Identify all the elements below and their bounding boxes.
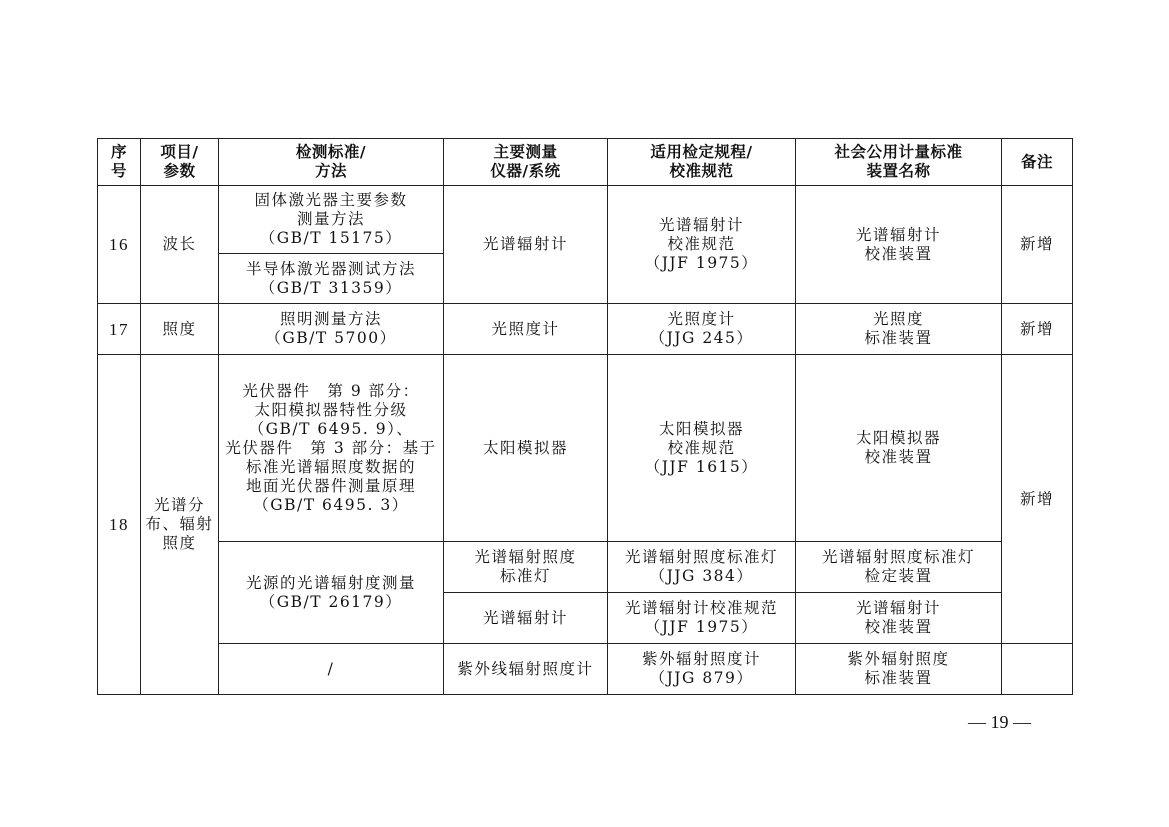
row18-standard-a-line: 光伏器件 第 9 部分：: [242, 381, 420, 400]
row18-instrument-d: 紫外线辐射照度计: [444, 644, 608, 695]
row18-device-d: [796, 644, 1002, 695]
row16-standard-a: [219, 186, 444, 254]
row18-regulation-c: [608, 593, 796, 644]
header-seq-line: 序: [110, 143, 127, 161]
header-remark: [1002, 139, 1073, 186]
row17-standard: [219, 304, 444, 355]
row18-regulation-d: [608, 644, 796, 695]
row18-device-c-line: 光谱辐射计: [855, 599, 941, 617]
row17-device-line: 光照度: [872, 310, 924, 328]
header-regulation-line: 适用检定规程/: [650, 143, 753, 161]
row18-device-a: [796, 355, 1002, 542]
row18-regulation-a-line: 太阳模拟器: [658, 419, 744, 438]
table-row-17: [98, 304, 1073, 355]
row18-standard-a-line: 太阳模拟器特性分级: [254, 400, 408, 419]
row17-regulation: [608, 304, 796, 355]
row16-standard-b: [219, 254, 444, 304]
row18-regulation-b-line: 光谱辐射照度标准灯: [624, 548, 778, 566]
row18-standard-d: /: [219, 644, 444, 695]
header-instrument: [444, 139, 608, 186]
header-device: [796, 139, 1002, 186]
row18-seq: 18: [98, 355, 141, 695]
header-remark-line: 备注: [1020, 152, 1053, 171]
row18-item-line: 照度: [162, 534, 197, 552]
row17-device: [796, 304, 1002, 355]
row16-instrument: 光谱辐射计: [444, 186, 608, 304]
row17-seq: 17: [98, 304, 141, 355]
row16-standard-b-line: （GB/T 31359）: [259, 278, 403, 297]
header-standard: [219, 139, 444, 186]
row18-regulation-a-line: （JJF 1615）: [644, 457, 759, 476]
header-instrument-line: 主要测量: [493, 143, 558, 161]
row17-regulation-line: 光照度计: [667, 310, 736, 328]
standards-table: [97, 138, 1073, 695]
row18-standard-b-line: 光源的光谱辐射度测量: [245, 573, 416, 592]
row18-standard-a-line: 地面光伏器件测量原理: [245, 476, 416, 495]
row18-remark-empty: [1002, 644, 1073, 695]
row16-device-line: 光谱辐射计: [855, 225, 941, 244]
row18-regulation-c-line: 光谱辐射计校准规范: [624, 599, 778, 617]
header-regulation-line: 校准规范: [669, 162, 734, 180]
row16-standard-b-line: 半导体激光器测试方法: [245, 259, 416, 278]
row16-remark: 新增: [1002, 186, 1073, 304]
row18-device-b-line: 光谱辐射照度标准灯: [821, 548, 975, 566]
header-standard-line: 检测标准/: [295, 143, 367, 161]
row18-standard-a-line: （GB/T 6495. 3）: [253, 495, 409, 514]
row18-instrument-b: [444, 542, 608, 593]
row16-regulation-line: 校准规范: [667, 235, 736, 253]
row16-standard-a-line: （GB/T 15175）: [259, 229, 403, 247]
row18-regulation-d-line: 紫外辐射照度计: [641, 650, 761, 668]
row18-standard-b: [219, 542, 444, 644]
row18-regulation-b: [608, 542, 796, 593]
header-standard-line: 方法: [314, 162, 347, 180]
table-row-18a: [98, 355, 1073, 542]
row18-standard-a-line: （GB/T 6495. 9）、: [248, 419, 414, 438]
row18-standard-a-line: 标准光谱辐照度数据的: [245, 457, 416, 476]
row18-standard-b-line: （GB/T 26179）: [259, 592, 403, 611]
row18-regulation-a-line: 校准规范: [667, 438, 736, 457]
row18-device-b: [796, 542, 1002, 593]
table-row-18b: [98, 542, 1073, 593]
row18-device-d-line: 紫外辐射照度: [847, 650, 950, 668]
row18-device-d-line: 标准装置: [864, 669, 933, 687]
row17-device-line: 标准装置: [864, 329, 933, 347]
header-instrument-line: 仪器/系统: [490, 162, 561, 180]
row18-device-a-line: 太阳模拟器: [855, 429, 941, 447]
row18-standard-a-line: 光伏器件 第 3 部分：基于: [225, 438, 437, 457]
row18-instrument-b-line: 标准灯: [499, 567, 551, 585]
row17-item: 照度: [141, 304, 219, 355]
header-device-line: 装置名称: [866, 162, 931, 180]
header-seq: [98, 139, 141, 186]
header-item-line: 参数: [163, 162, 196, 180]
row16-device: [796, 186, 1002, 304]
row16-item: 波长: [141, 186, 219, 304]
row17-standard-line: （GB/T 5700）: [265, 329, 397, 347]
row18-regulation-b-line: （JJG 384）: [649, 567, 754, 585]
row16-seq: 16: [98, 186, 141, 304]
page-number: — 19 —: [968, 712, 1031, 732]
row18-regulation-d-line: （JJG 879）: [649, 669, 754, 687]
row16-regulation: [608, 186, 796, 304]
row18-remark: 新增: [1002, 355, 1073, 644]
row17-regulation-line: （JJG 245）: [649, 329, 754, 347]
row16-regulation-line: 光谱辐射计: [658, 216, 744, 234]
header-row: [98, 139, 1073, 186]
row16-device-line: 校准装置: [864, 244, 933, 263]
header-item: [141, 139, 219, 186]
row16-standard-a-line: 测量方法: [296, 210, 365, 228]
row18-instrument-a: 太阳模拟器: [444, 355, 608, 542]
header-regulation: [608, 139, 796, 186]
row17-standard-line: 照明测量方法: [279, 310, 382, 328]
row18-device-b-line: 检定装置: [864, 567, 933, 585]
row18-regulation-c-line: （JJF 1975）: [644, 618, 759, 636]
row17-remark: 新增: [1002, 304, 1073, 355]
header-item-line: 项目/: [160, 143, 199, 161]
header-seq-line: 号: [110, 162, 127, 180]
row16-standard-a-line: 固体激光器主要参数: [254, 191, 408, 209]
row18-device-c: [796, 593, 1002, 644]
row18-instrument-c: 光谱辐射计: [444, 593, 608, 644]
row18-standard-a: [219, 355, 444, 542]
row18-device-c-line: 校准装置: [864, 618, 933, 636]
row18-regulation-a: [608, 355, 796, 542]
row16-regulation-line: （JJF 1975）: [644, 254, 759, 272]
row17-instrument: 光照度计: [444, 304, 608, 355]
table-row-18d: [98, 644, 1073, 695]
table-row-16a: [98, 186, 1073, 254]
row18-item: [141, 355, 219, 695]
row18-item-line: 布、辐射: [145, 515, 214, 533]
row18-item-line: 光谱分: [153, 496, 205, 514]
row18-instrument-b-line: 光谱辐射照度: [474, 548, 577, 566]
row18-device-a-line: 校准装置: [864, 448, 933, 466]
header-device-line: 社会公用计量标准: [834, 143, 963, 161]
